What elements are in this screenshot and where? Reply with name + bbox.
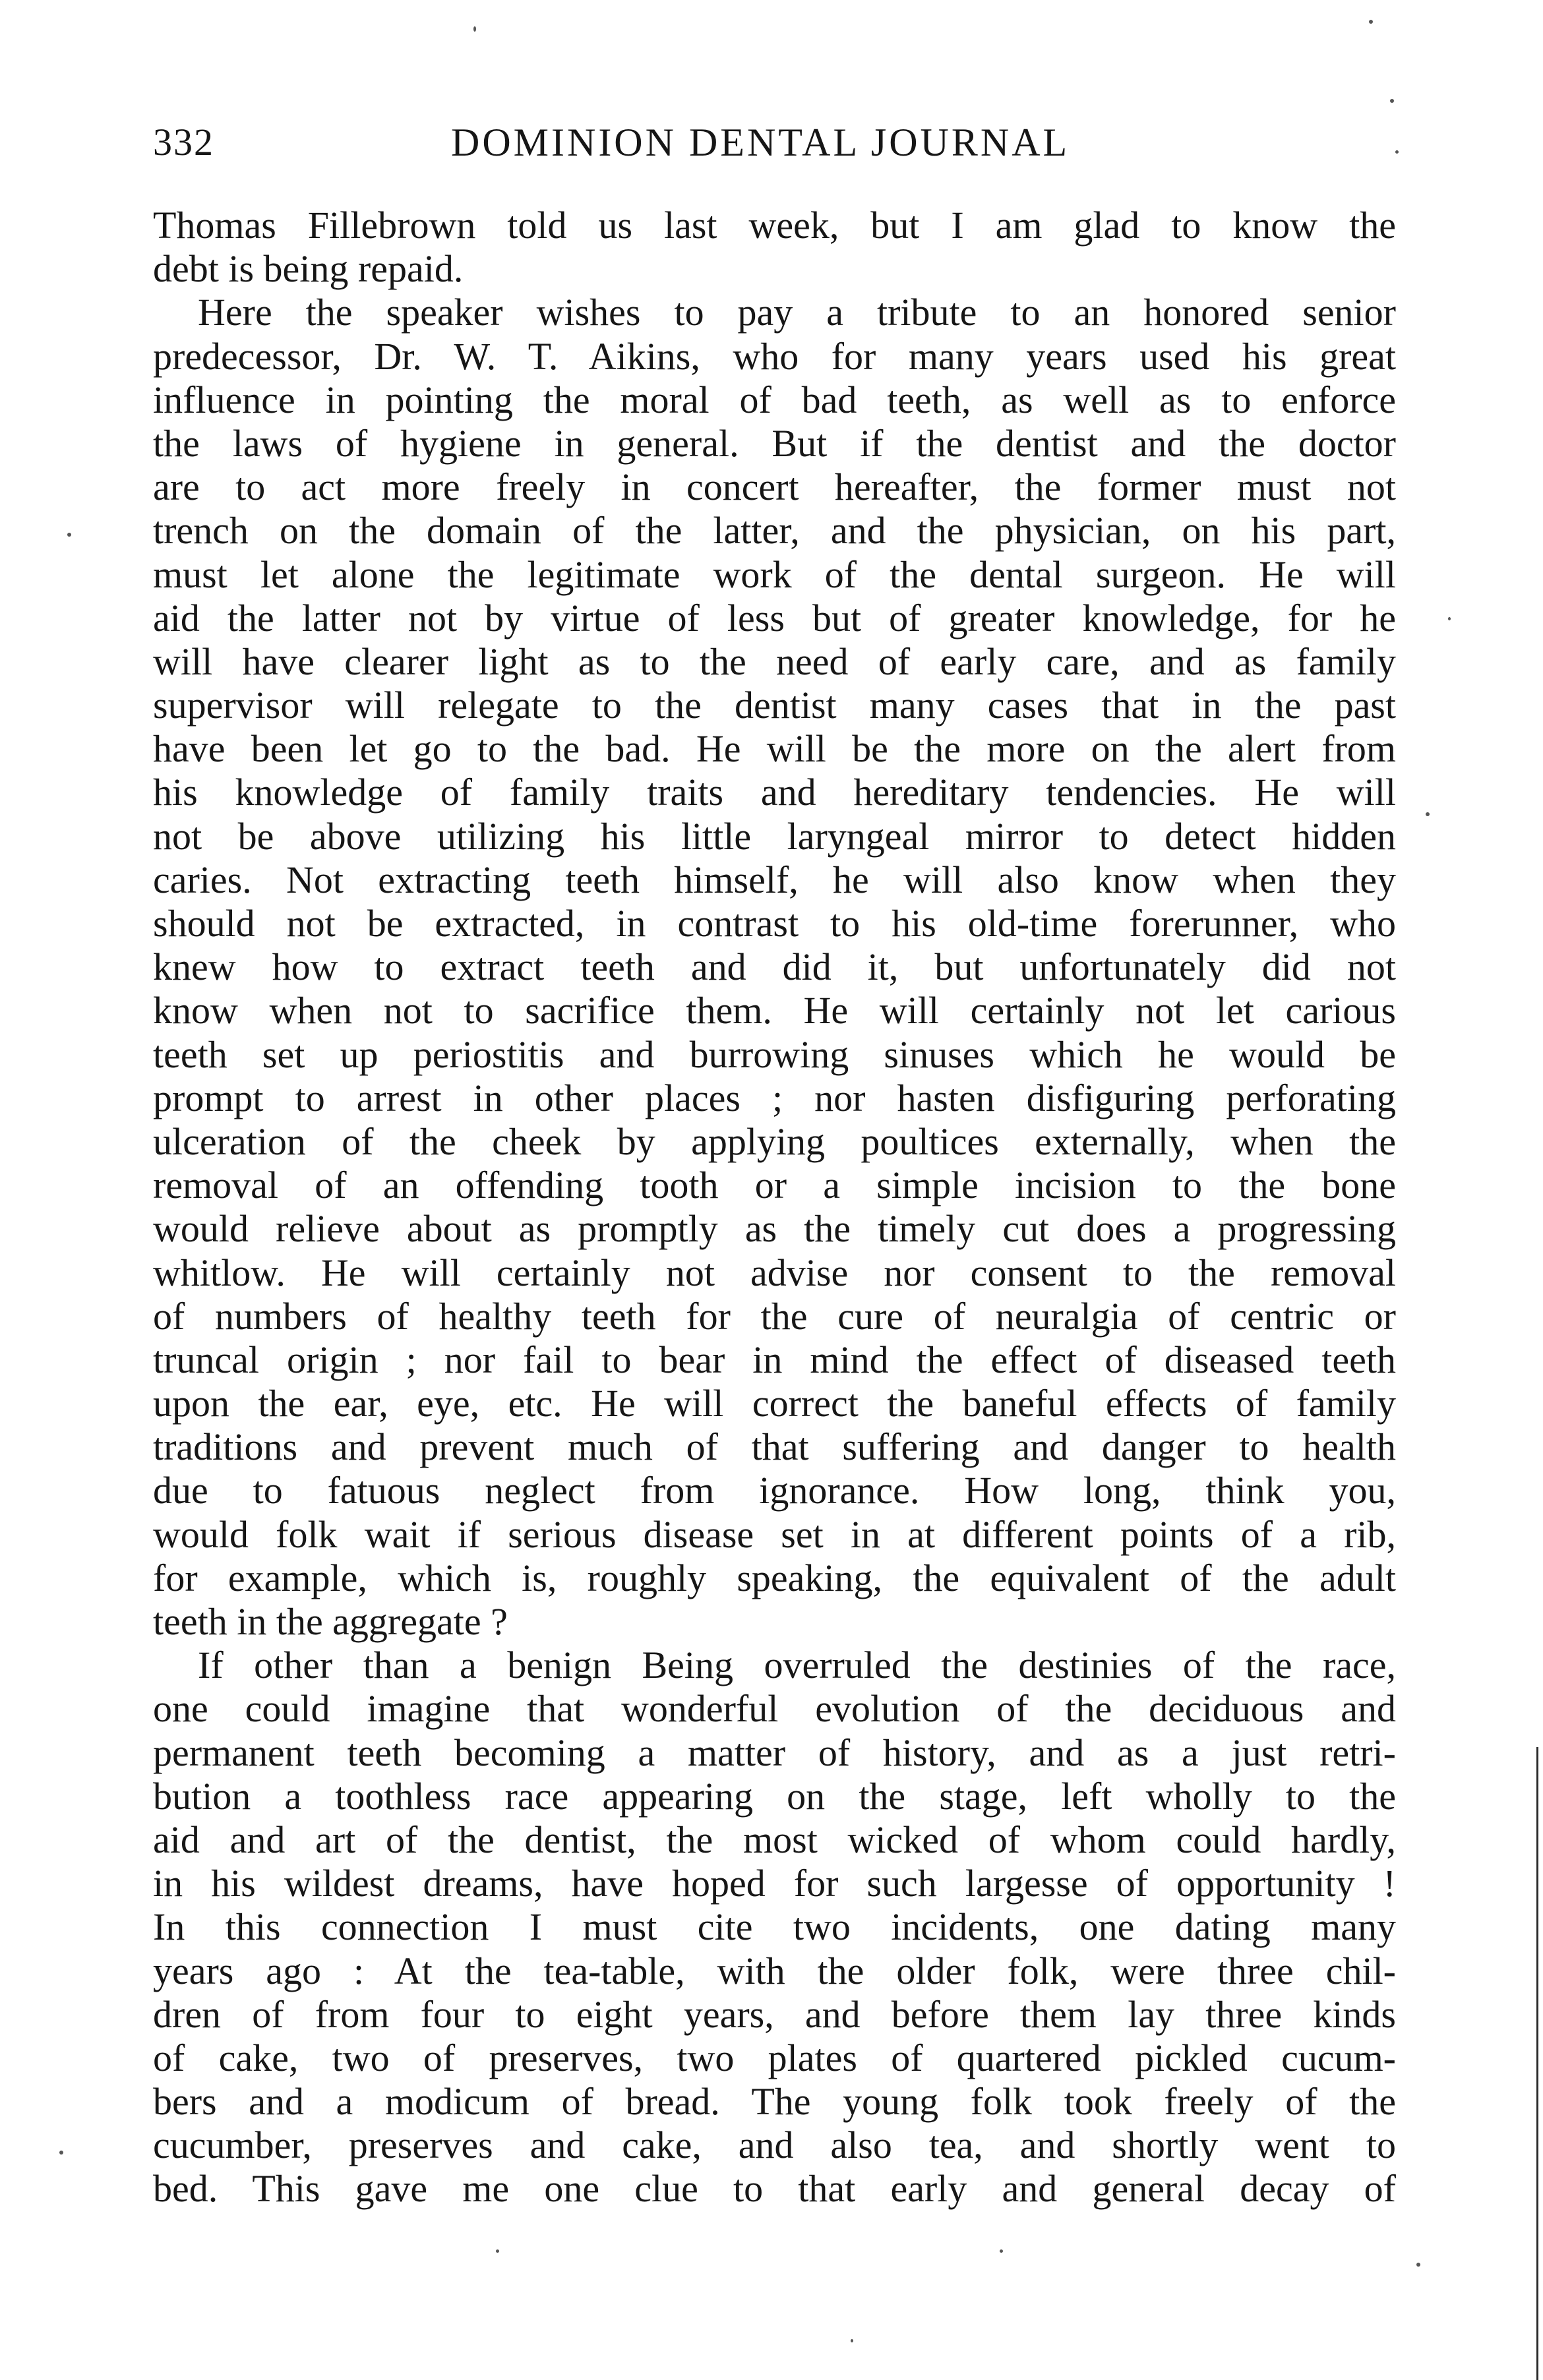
scan-speck xyxy=(67,533,71,537)
text-line: bed. This gave me one clue to that early and general decay of xyxy=(153,2167,1396,2211)
scan-speck xyxy=(1369,20,1373,24)
text-line: whitlow. He will certainly not advise nor consent to the removal xyxy=(153,1251,1396,1294)
text-line: bers and a modicum of bread. The young folk took freely of the xyxy=(153,2080,1396,2124)
text-line: aid and art of the dentist, the most wicked of whom could hardly, xyxy=(153,1818,1396,1861)
text-line: removal of an offending tooth or a simple incision to the bone xyxy=(153,1164,1396,1207)
text-line: will have clearer light as to the need of early care, and as family xyxy=(153,640,1396,683)
scan-speck xyxy=(1395,150,1399,154)
scan-speck xyxy=(1426,812,1430,816)
text-line: supervisor will relegate to the dentist many cases that in the past xyxy=(153,684,1396,727)
text-line: prompt to arrest in other places ; nor hasten disfiguring perforating xyxy=(153,1076,1396,1119)
text-line: have been let go to the bad. He will be the more on the alert from xyxy=(153,727,1396,771)
text-line: would folk wait if serious disease set in at different points of a rib, xyxy=(153,1512,1396,1556)
text-line: influence in pointing the moral of bad teeth, as well as to enforce xyxy=(153,378,1396,421)
scan-speck xyxy=(59,2151,63,2155)
scan-speck xyxy=(1448,617,1451,620)
text-line: traditions and prevent much of that suffering and danger to health xyxy=(153,1425,1396,1469)
text-line: caries. Not extracting teeth himself, he will also know when they xyxy=(153,858,1396,901)
text-line: teeth in the aggregate ? xyxy=(153,1600,508,1643)
text-line: must let alone the legitimate work of the dental surgeon. He will xyxy=(153,552,1396,596)
text-line: due to fatuous neglect from ignorance. How long, think you, xyxy=(153,1469,1396,1512)
scan-speck xyxy=(496,2249,499,2253)
text-line: knew how to extract teeth and did it, but unfortunately did not xyxy=(153,945,1396,989)
text-line: ulceration of the cheek by applying poultices externally, when the xyxy=(153,1119,1396,1163)
scan-speck xyxy=(473,26,476,32)
scan-speck xyxy=(851,2339,853,2342)
text-line: his knowledge of family traits and hereditary tendencies. He will xyxy=(153,771,1396,814)
text-line: years ago : At the tea-table, with the older folk, were three chil- xyxy=(153,1949,1396,1992)
running-title: DOMINION DENTAL JOURNAL xyxy=(451,121,1070,164)
text-line: Thomas Fillebrown told us last week, but I am glad to know the xyxy=(153,204,1396,247)
text-line: In this connection I must cite two incidents, one dating many xyxy=(153,1905,1396,1949)
text-line: of numbers of healthy teeth for the cure of neuralgia of centric or xyxy=(153,1294,1396,1338)
page-number: 332 xyxy=(153,121,214,164)
text-line: for example, which is, roughly speaking, the equivalent of the adult xyxy=(153,1556,1396,1599)
page-header xyxy=(153,111,1393,170)
text-line: should not be extracted, in contrast to his old-time forerunner, who xyxy=(153,902,1396,945)
text-line: permanent teeth becoming a matter of history, and as a just retri- xyxy=(153,1731,1396,1774)
text-line: aid the latter not by virtue of less but of greater knowledge, for he xyxy=(153,596,1396,640)
text-line: would relieve about as promptly as the timely cut does a progressing xyxy=(153,1207,1396,1251)
text-line: dren of from four to eight years, and before them lay three kinds xyxy=(153,1992,1396,2036)
text-line: If other than a benign Being overruled the destinies of the race, xyxy=(198,1644,1396,1687)
scan-speck xyxy=(1416,2263,1420,2267)
text-line: predecessor, Dr. W. T. Aikins, who for many years used his great xyxy=(153,334,1396,378)
text-line: are to act more freely in concert hereafter, the former must not xyxy=(153,465,1396,509)
text-line: not be above utilizing his little laryngeal mirror to detect hidden xyxy=(153,814,1396,858)
text-line: bution a toothless race appearing on the stage, left wholly to the xyxy=(153,1774,1396,1818)
text-line: of cake, two of preserves, two plates of quartered pickled cucum- xyxy=(153,2036,1396,2079)
text-line: Here the speaker wishes to pay a tribute to an honored senior xyxy=(198,291,1396,334)
text-line: cucumber, preserves and cake, and also tea, and shortly went to xyxy=(153,2124,1396,2167)
text-line: truncal origin ; nor fail to bear in mind the effect of diseased teeth xyxy=(153,1338,1396,1381)
scan-edge-line xyxy=(1536,1747,1538,2380)
text-line: one could imagine that wonderful evolution of the deciduous and xyxy=(153,1687,1396,1731)
text-line: the laws of hygiene in general. But if the dentist and the doctor xyxy=(153,421,1396,465)
text-line: debt is being repaid. xyxy=(153,247,464,291)
scan-speck xyxy=(1000,2249,1003,2253)
text-line: trench on the domain of the latter, and the physician, on his part, xyxy=(153,509,1396,552)
text-line: know when not to sacrifice them. He will certainly not let carious xyxy=(153,989,1396,1032)
text-line: upon the ear, eye, etc. He will correct the baneful effects of family xyxy=(153,1382,1396,1425)
text-line: in his wildest dreams, have hoped for such largesse of opportunity ! xyxy=(153,1862,1396,1905)
body-text xyxy=(153,204,1396,2211)
text-line: teeth set up periostitis and burrowing sinuses which he would be xyxy=(153,1032,1396,1076)
scan-speck xyxy=(1390,99,1394,103)
